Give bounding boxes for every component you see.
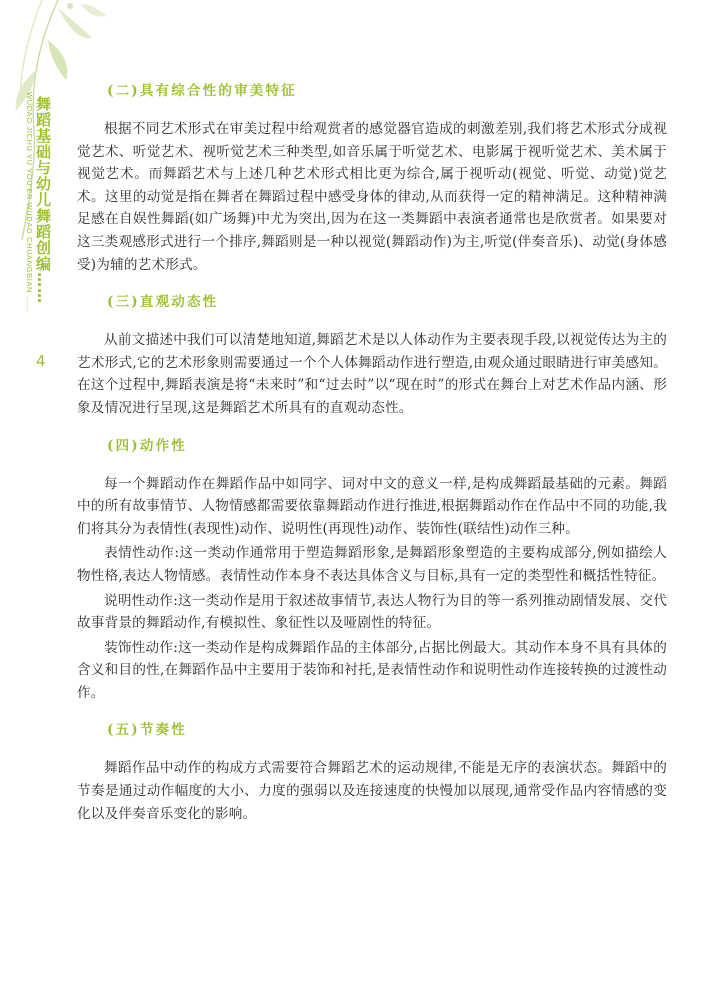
running-header-title: 舞蹈基础与幼儿舞蹈创编……	[34, 96, 52, 304]
page-number: 4	[36, 352, 46, 370]
body-paragraph: 舞蹈作品中动作的构成方式需要符合舞蹈艺术的运动规律,不能是无序的表演状态。舞蹈中的节奏是通过动作幅度的大小、力度的强弱以及连接速度的快慢加以展现,通常受作品内容情感的变化以及伴奏音乐变化的影响。	[77, 760, 667, 822]
body-paragraph: 每一个舞蹈动作在舞蹈作品中如同字、词对中文的意义一样,是构成舞蹈最基础的元素。舞蹈中的所有故事情节、人物情感都需要依靠舞蹈动作进行推进,根据舞蹈动作在作品中不同的功能,我们将其分为表情性(表现性)动作、说明性(再现性)动作、装饰性(联结性)动作三种。	[77, 475, 667, 537]
section-heading: (五)节奏性	[107, 722, 187, 739]
body-paragraph: 根据不同艺术形式在审美过程中给观赏者的感觉器官造成的刺激差别,我们将艺术形式分成视觉艺术、听觉艺术、视听觉艺术三种类型,如音乐属于听觉艺术、电影属于视听觉艺术、美术属于视觉艺术。而舞蹈艺术与上述几种艺术形式相比更为综合,属于视听动(视觉、听觉、动觉)觉艺术。这里的动觉是指在舞者在舞蹈过程中感受身体的律动,从而获得一定的精神满足。这种精神满足感在自娱性舞蹈(如广场舞)中尤为突出,因为在这一类舞蹈中表演者通常也是欣赏者。如果要对这三类观感形式进行一个排序,舞蹈则是一种以视觉(舞蹈动作)为主,听觉(伴奏音乐)、动觉(身体感受)为辅的艺术形式。	[77, 121, 667, 273]
running-header-pinyin: WUDAO JICHU YU YOU'ER WUDAO CHUANGBIAN ……	[25, 92, 34, 312]
body-paragraph: 从前文描述中我们可以清楚地知道,舞蹈艺术是以人体动作为主要表现手段,以视觉传达为主的艺术形式,它的艺术形象则需要通过一个个人体舞蹈动作进行塑造,由观众通过眼睛进行审美感知。在这个过程中,舞蹈表演是将“未来时”和“过去时”以“现在时”的形式在舞台上对艺术作品内涵、形象及情况进行呈现,这是舞蹈艺术所具有的直观动态性。	[77, 332, 667, 416]
section-heading: (四)动作性	[107, 437, 187, 454]
body-paragraph: 表情性动作:这一类动作通常用于塑造舞蹈形象,是舞蹈形象塑造的主要构成部分,例如描绘人物性格,表达人物情感。表情性动作本身不表达具体含义与目标,具有一定的类型性和概括性特征。	[77, 545, 667, 584]
body-paragraph: 装饰性动作:这一类动作是构成舞蹈作品的主体部分,占据比例最大。其动作本身不具有具体的含义和目的性,在舞蹈作品中主要用于装饰和衬托,是表情性动作和说明性动作连接转换的过渡性动作。	[77, 639, 667, 701]
running-header	[22, 92, 56, 392]
section-heading: (二)具有综合性的审美特征	[107, 83, 297, 99]
body-paragraph: 说明性动作:这一类动作是用于叙述故事情节,表达人物行为目的等一系列推动剧情发展、交代故事背景的舞蹈动作,有模拟性、象征性以及哑剧性的特征。	[77, 592, 667, 632]
main-content	[77, 80, 667, 825]
section-heading: (三)直观动态性	[107, 294, 219, 311]
